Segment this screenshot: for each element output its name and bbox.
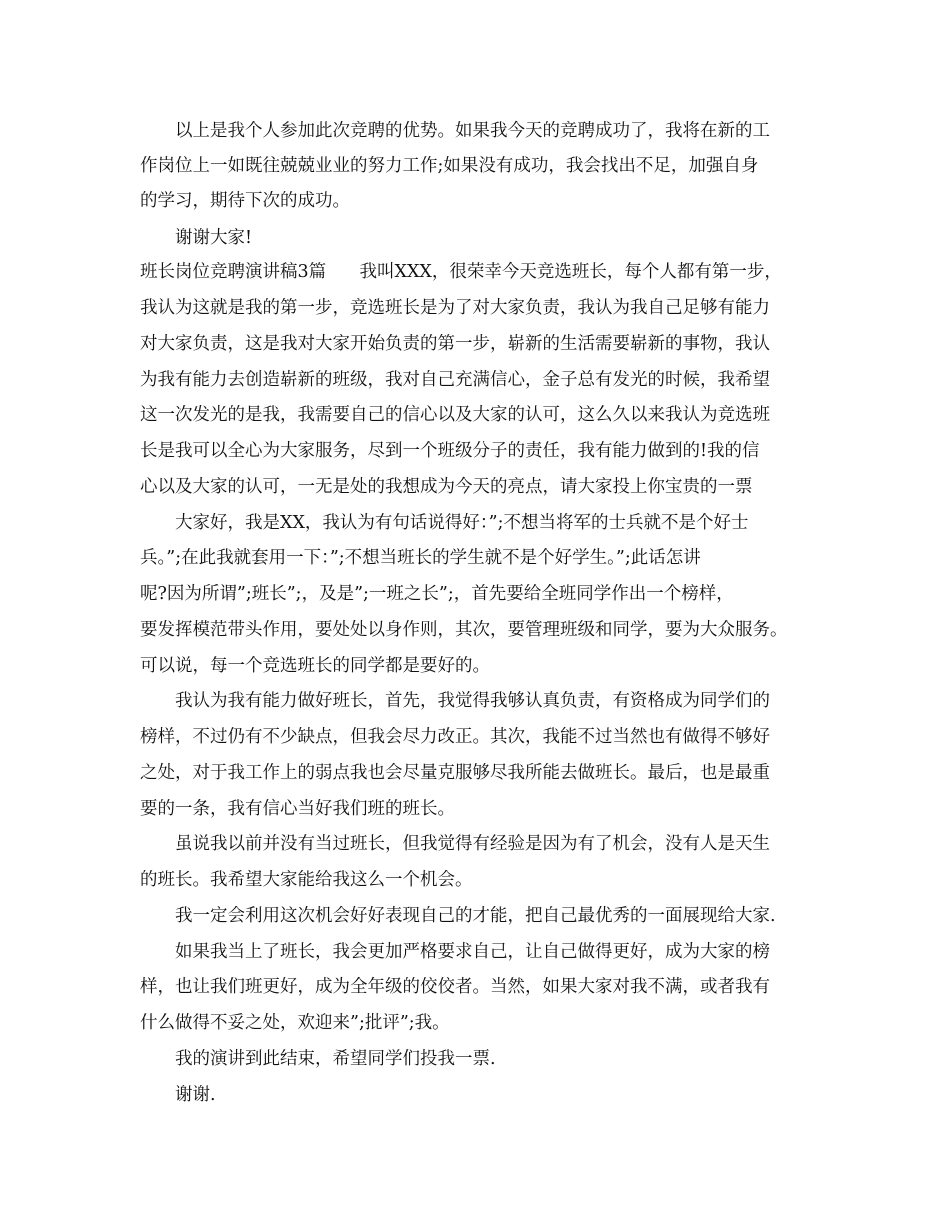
text-line: 大家好，我是XX，我认为有句话说得好：”;不想当将军的士兵就不是个好士: [175, 513, 749, 533]
text-line: 以上是我个人参加此次竞聘的优势。如果我今天的竞聘成功了，我将在新的工: [175, 121, 770, 141]
text-line: 谢谢.: [175, 1085, 216, 1105]
text-line: 要发挥模范带头作用，要处处以身作则，其次，要管理班级和同学，要为大众服务。: [140, 620, 788, 640]
text-line: 我一定会利用这次机会好好表现自己的才能，把自己最优秀的一面展现给大家.: [175, 906, 776, 926]
text-line: 的班长。我希望大家能给我这么一个机会。: [140, 870, 473, 890]
text-line: 要的一条，我有信心当好我们班的班长。: [140, 799, 455, 819]
text-line: 可以说，每一个竞选班长的同学都是要好的。: [140, 656, 490, 676]
text-line: 为我有能力去创造崭新的班级，我对自己充满信心，金子总有发光的时候，我希望: [140, 370, 770, 390]
text-line: 我的演讲到此结束，希望同学们投我一票.: [175, 1049, 496, 1069]
section-heading-line: 班长岗位竞聘演讲稿3篇 我叫XXX，很荣幸今天竞选班长，每个人都有第一步，: [140, 262, 782, 282]
text-line: 如果我当上了班长，我会更加严格要求自己，让自己做得更好，成为大家的榜: [175, 942, 770, 962]
text-line: 长是我可以全心为大家服务，尽到一个班级分子的责任，我有能力做到的!我的信: [140, 441, 760, 461]
text-line: 虽说我以前并没有当过班长，但我觉得有经验是因为有了机会，没有人是天生: [175, 834, 770, 854]
text-line: 兵。”;在此我就套用一下：”;不想当班长的学生就不是个好学生。”;此话怎讲: [140, 548, 701, 568]
text-line: 作岗位上一如既往兢兢业业的努力工作;如果没有成功，我会找出不足，加强自身: [140, 156, 759, 176]
text-line: 榜样，不过仍有不少缺点，但我会尽力改正。其次，我能不过当然也有做得不够好: [140, 727, 770, 747]
text-line: 谢谢大家!: [175, 228, 253, 248]
text-line: 什么做得不妥之处，欢迎来”;批评”;我。: [140, 1013, 450, 1033]
text-line: 我认为这就是我的第一步，竞选班长是为了对大家负责，我认为我自己足够有能力: [140, 298, 770, 318]
text-line: 对大家负责，这是我对大家开始负责的第一步，崭新的生活需要崭新的事物，我认: [140, 334, 770, 354]
text-line: 心以及大家的认可，一无是处的我想成为今天的亮点，请大家投上你宝贵的一票: [140, 477, 753, 497]
text-line: 这一次发光的是我，我需要自己的信心以及大家的认可，这么久以来我认为竞选班: [140, 405, 770, 425]
text-line: 之处，对于我工作上的弱点我也会尽量克服够尽我所能去做班长。最后，也是最重: [140, 763, 770, 783]
text-line: 样，也让我们班更好，成为全年级的佼佼者。当然，如果大家对我不满，或者我有: [140, 977, 770, 997]
text-line: 呢?因为所谓”;班长”;，及是”;一班之长”;，首先要给全班同学作出一个榜样，: [140, 584, 734, 604]
text-line: 我认为我有能力做好班长，首先，我觉得我够认真负责，有资格成为同学们的: [175, 691, 770, 711]
text-line: 的学习，期待下次的成功。: [140, 191, 350, 211]
